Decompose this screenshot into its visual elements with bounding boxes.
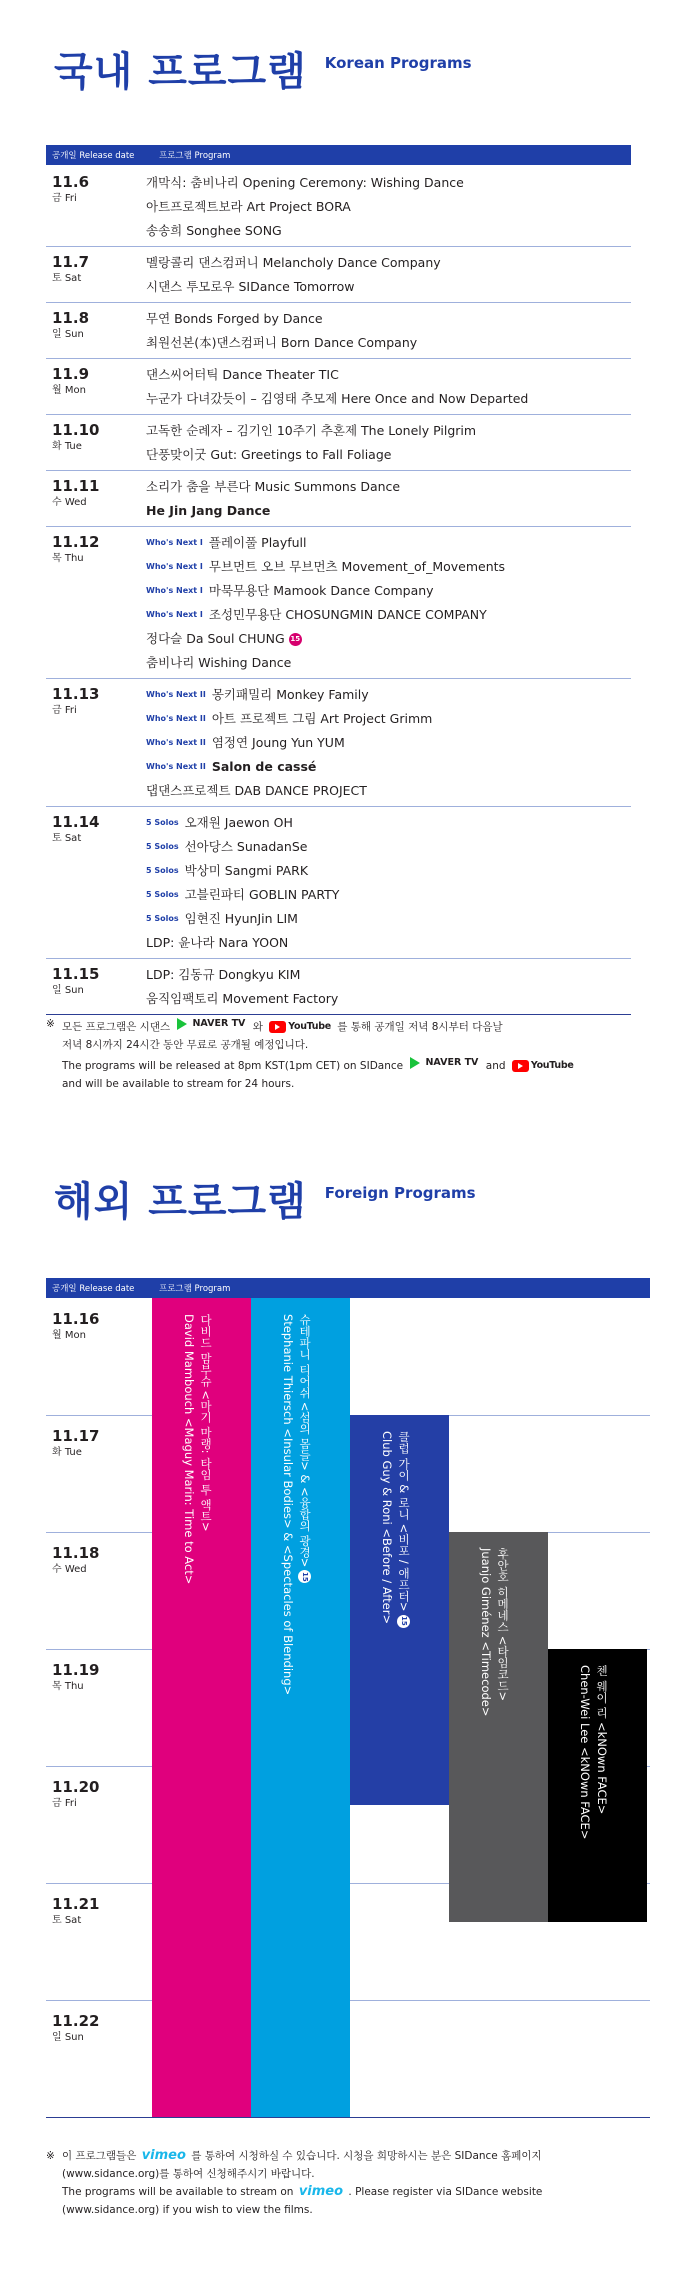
program-list xyxy=(146,363,631,411)
program-item xyxy=(146,499,631,523)
date-cell xyxy=(52,1544,99,1577)
program-title: LDP: 윤나라 Nara YOON xyxy=(146,935,289,950)
program-title: 무연 Bonds Forged by Dance xyxy=(146,311,323,326)
series-tag: Who's Next II xyxy=(146,762,206,771)
program-item xyxy=(146,707,631,731)
weekday: 화 Tue xyxy=(52,441,82,452)
series-tag: 5 Solos xyxy=(146,818,179,827)
program-title: 최원선본(本)댄스컴퍼니 Born Dance Company xyxy=(146,335,418,350)
program-list xyxy=(146,683,631,803)
program-bar xyxy=(350,1415,449,1805)
program-title: 멜랑콜리 댄스컴퍼니 Melancholy Dance Company xyxy=(146,255,441,270)
release-date: 11.18 xyxy=(52,1544,100,1562)
date-cell xyxy=(46,683,146,803)
weekday: 금 Fri xyxy=(52,1798,77,1809)
program-label xyxy=(477,1548,511,1717)
program-item xyxy=(146,835,631,859)
program-list xyxy=(146,475,631,523)
date-cell xyxy=(52,1310,99,1343)
program-item xyxy=(146,731,631,755)
series-tag: Who's Next I xyxy=(146,586,203,595)
program-item xyxy=(146,195,631,219)
date-cell xyxy=(46,171,146,243)
program-bar xyxy=(449,1532,548,1922)
program-title-en: Chen-Wei Lee <kNOwn FACE> xyxy=(578,1665,592,1840)
date-cell xyxy=(52,1895,99,1928)
program-title: 몽키패밀리 Monkey Family xyxy=(211,687,369,702)
program-item xyxy=(146,779,631,803)
program-title: 조성민무용단 CHOSUNGMIN DANCE COMPANY xyxy=(208,607,487,622)
release-date: 11.20 xyxy=(52,1778,100,1796)
program-item xyxy=(146,531,631,555)
program-title: 누군가 다녀갔듯이 – 김영태 추모제 Here Once and Now Departed xyxy=(146,391,529,406)
program-label xyxy=(378,1431,412,1628)
program-title: 박상미 Sangmi PARK xyxy=(184,863,309,878)
note-line2: (www.sidance.org)를 통하여 신청해주시기 바랍니다. xyxy=(62,2168,315,2180)
korean-table-header xyxy=(46,145,631,165)
release-date: 11.21 xyxy=(52,1895,100,1913)
program-title: 염정연 Joung Yun YUM xyxy=(211,735,345,750)
note-line3b: and xyxy=(485,1060,506,1072)
program-label xyxy=(279,1314,313,1695)
series-tag: 5 Solos xyxy=(146,866,179,875)
program-item xyxy=(146,603,631,627)
weekday: 월 Mon xyxy=(52,1330,86,1341)
date-cell xyxy=(52,1427,99,1460)
foreign-title: 해외 프로그램 xyxy=(54,1179,307,1225)
naver-tv-logo-2: NAVER TV xyxy=(410,1054,478,1072)
naver-tv-logo: NAVER TV xyxy=(177,1015,245,1033)
program-list xyxy=(146,419,631,467)
program-item xyxy=(146,883,631,907)
program-title: 단풍맞이굿 Gut: Greetings to Fall Foliage xyxy=(146,447,392,462)
age-rating-badge: 15 xyxy=(397,1615,410,1628)
program-title-ko: 첸 웨이 리 <kNOwn FACE> xyxy=(595,1665,609,1815)
schedule-row xyxy=(46,167,631,246)
program-title: 선아당스 SunadanSe xyxy=(184,839,308,854)
date-cell xyxy=(46,307,146,355)
program-bar xyxy=(548,1649,647,1922)
program-title: He Jin Jang Dance xyxy=(146,503,271,518)
date-cell xyxy=(46,419,146,467)
header-release-date: 공개일 Release date xyxy=(52,151,135,161)
schedule-row xyxy=(46,806,631,958)
program-title-ko: 다비드 맘부슈 <마기 마랭: 타임 투 액트> xyxy=(199,1314,213,1532)
release-date: 11.11 xyxy=(52,477,100,495)
release-date: 11.7 xyxy=(52,253,90,271)
program-label xyxy=(180,1314,214,1584)
series-tag: 5 Solos xyxy=(146,914,179,923)
note-line1c: 를 통해 공개일 저녁 8시부터 다음날 xyxy=(337,1021,503,1033)
release-date: 11.22 xyxy=(52,2012,100,2030)
series-tag: 5 Solos xyxy=(146,842,179,851)
program-item xyxy=(146,331,631,355)
date-cell xyxy=(52,2012,99,2045)
program-item xyxy=(146,755,631,779)
korean-schedule-table xyxy=(46,167,631,1015)
program-item xyxy=(146,579,631,603)
weekday: 목 Thu xyxy=(52,553,84,564)
program-title: 움직임팩토리 Movement Factory xyxy=(146,991,339,1006)
release-date: 11.6 xyxy=(52,173,90,191)
note-line1a: 모든 프로그램은 시댄스 xyxy=(62,1021,171,1033)
program-title: Salon de cassé xyxy=(211,759,317,774)
date-cell xyxy=(46,251,146,299)
program-title-ko: 슈테파니 티어쉬 <섬의 몸들> & <융합의 광경> xyxy=(298,1314,312,1568)
note-mark: ※ xyxy=(46,1018,55,1030)
series-tag: 5 Solos xyxy=(146,890,179,899)
program-list xyxy=(146,531,631,675)
schedule-row xyxy=(46,358,631,414)
program-title: 송송희 Songhee SONG xyxy=(146,223,282,238)
program-title-ko: 클럽 가이 & 로니 <비포 / 애프터> xyxy=(397,1431,411,1612)
korean-section-header xyxy=(54,49,472,95)
weekday: 토 Sat xyxy=(52,273,82,284)
note-line2: 저녁 8시까지 24시간 동안 무료로 공개될 예정입니다. xyxy=(62,1039,309,1051)
program-item xyxy=(146,419,631,443)
program-title: 개막식: 춤비나리 Opening Ceremony: Wishing Dance xyxy=(146,175,464,190)
program-item xyxy=(146,171,631,195)
weekday: 목 Thu xyxy=(52,1681,84,1692)
note-line1a: 이 프로그램들은 xyxy=(62,2150,137,2162)
program-title: 오재원 Jaewon OH xyxy=(184,815,293,830)
program-list xyxy=(146,307,631,355)
program-list xyxy=(146,811,631,955)
program-item xyxy=(146,987,631,1011)
weekday: 화 Tue xyxy=(52,1447,82,1458)
program-title-en: David Mambouch <Maguy Marin: Time to Act> xyxy=(182,1314,196,1585)
vimeo-logo: vimeo xyxy=(141,2148,186,2163)
note-line1b: 를 통하여 시청하실 수 있습니다. 시청을 희망하시는 분은 SIDance 홈페이지 xyxy=(191,2150,542,2162)
release-date: 11.9 xyxy=(52,365,90,383)
weekday: 월 Mon xyxy=(52,385,86,396)
program-item xyxy=(146,363,631,387)
program-title: 아트 프로젝트 그림 Art Project Grimm xyxy=(211,711,433,726)
age-rating-badge: 15 xyxy=(298,1570,311,1583)
program-list xyxy=(146,171,631,243)
korean-title-en: Korean Programs xyxy=(324,54,472,72)
weekday: 수 Wed xyxy=(52,1564,87,1575)
program-list xyxy=(146,963,631,1011)
youtube-play-icon xyxy=(269,1021,286,1033)
weekday: 토 Sat xyxy=(52,833,82,844)
program-title: 무브먼트 오브 무브먼츠 Movement_of_Movements xyxy=(208,559,506,574)
naver-play-icon xyxy=(410,1057,420,1069)
program-item xyxy=(146,907,631,931)
program-item xyxy=(146,963,631,987)
series-tag: Who's Next II xyxy=(146,714,206,723)
schedule-row xyxy=(46,414,631,470)
weekday: 일 Sun xyxy=(52,985,84,996)
series-tag: Who's Next I xyxy=(146,610,203,619)
schedule-row xyxy=(46,526,631,678)
weekday: 토 Sat xyxy=(52,1915,82,1926)
release-date: 11.8 xyxy=(52,309,90,327)
program-title: 소리가 춤을 부른다 Music Summons Dance xyxy=(146,479,401,494)
program-bar xyxy=(251,1298,350,2117)
program-item xyxy=(146,555,631,579)
program-list xyxy=(146,251,631,299)
program-title-ko: 후안호 히메네스 <타임코드> xyxy=(496,1548,510,1702)
series-tag: Who's Next II xyxy=(146,738,206,747)
schedule-row xyxy=(46,958,631,1014)
release-date: 11.19 xyxy=(52,1661,100,1679)
program-item xyxy=(146,475,631,499)
release-date: 11.10 xyxy=(52,421,100,439)
program-title: 춤비나리 Wishing Dance xyxy=(146,655,292,670)
program-title: 마묵무용단 Mamook Dance Company xyxy=(208,583,434,598)
program-title: 임현진 HyunJin LIM xyxy=(184,911,298,926)
program-title: 정다슬 Da Soul CHUNG xyxy=(146,631,285,646)
program-title: 댄스씨어터틱 Dance Theater TIC xyxy=(146,367,339,382)
program-item xyxy=(146,251,631,275)
program-title-en: Juanjo Giménez <Timecode> xyxy=(479,1548,493,1717)
program-title: 시댄스 투모로우 SIDance Tomorrow xyxy=(146,279,355,294)
release-date: 11.14 xyxy=(52,813,100,831)
release-date: 11.17 xyxy=(52,1427,100,1445)
naver-play-icon xyxy=(177,1018,187,1030)
weekday: 금 Fri xyxy=(52,193,77,204)
korean-title: 국내 프로그램 xyxy=(54,49,307,95)
program-item xyxy=(146,219,631,243)
header-release-date: 공개일 Release date xyxy=(52,1284,135,1294)
age-rating-badge: 15 xyxy=(289,633,302,646)
date-cell xyxy=(46,963,146,1011)
program-item xyxy=(146,651,631,675)
release-date: 11.13 xyxy=(52,685,100,703)
schedule-row xyxy=(46,470,631,526)
release-date: 11.12 xyxy=(52,533,100,551)
weekday: 수 Wed xyxy=(52,497,87,508)
weekday: 금 Fri xyxy=(52,705,77,716)
youtube-logo-2: YouTube xyxy=(512,1057,574,1075)
program-item xyxy=(146,683,631,707)
program-bar xyxy=(152,1298,251,2117)
note-line3a: The programs will be available to stream on xyxy=(62,2186,294,2198)
release-date: 11.16 xyxy=(52,1310,100,1328)
note-line4: and will be available to stream for 24 hours. xyxy=(62,1078,295,1090)
program-item xyxy=(146,859,631,883)
release-date: 11.15 xyxy=(52,965,100,983)
program-title: 고독한 순례자 – 김기인 10주기 추혼제 The Lonely Pilgrim xyxy=(146,423,477,438)
program-title: LDP: 김동규 Dongkyu KIM xyxy=(146,967,301,982)
program-item xyxy=(146,811,631,835)
youtube-logo: YouTube xyxy=(269,1018,331,1036)
series-tag: Who's Next I xyxy=(146,538,203,547)
program-title: 고블린파티 GOBLIN PARTY xyxy=(184,887,340,902)
note-line1b: 와 xyxy=(252,1021,263,1033)
foreign-section-header xyxy=(54,1179,476,1225)
date-cell xyxy=(46,531,146,675)
date-cell xyxy=(46,475,146,523)
header-program: 프로그램 Program xyxy=(159,1284,231,1294)
program-item xyxy=(146,275,631,299)
schedule-row xyxy=(46,678,631,806)
note-line3a: The programs will be released at 8pm KST(1pm CET) on SIDance xyxy=(62,1060,404,1072)
date-cell xyxy=(52,1778,99,1811)
program-title-en: Club Guy & Roni <Before / After> xyxy=(380,1431,394,1625)
weekday: 일 Sun xyxy=(52,329,84,340)
program-title: 플레이풀 Playfull xyxy=(208,535,307,550)
youtube-play-icon xyxy=(512,1060,529,1072)
program-item xyxy=(146,627,631,651)
program-item xyxy=(146,931,631,955)
program-title: 댑댄스프로젝트 DAB DANCE PROJECT xyxy=(146,783,367,798)
foreign-note xyxy=(46,2147,656,2219)
program-item xyxy=(146,387,631,411)
note-line4: (www.sidance.org) if you wish to view the films. xyxy=(62,2204,313,2216)
series-tag: Who's Next II xyxy=(146,690,206,699)
program-item xyxy=(146,443,631,467)
schedule-row xyxy=(46,246,631,302)
program-title-en: Stephanie Thiersch <Insular Bodies> & <Spectacles of Blending> xyxy=(281,1314,295,1696)
date-cell xyxy=(46,363,146,411)
date-cell xyxy=(52,1661,99,1694)
grid-bottom-line xyxy=(46,2117,650,2118)
foreign-table-header xyxy=(46,1278,650,1298)
note-mark: ※ xyxy=(46,2150,55,2162)
program-label xyxy=(576,1665,610,1839)
date-cell xyxy=(46,811,146,955)
header-program: 프로그램 Program xyxy=(159,151,231,161)
foreign-title-en: Foreign Programs xyxy=(324,1184,476,1202)
schedule-row xyxy=(46,302,631,358)
korean-note xyxy=(46,1015,656,1093)
weekday: 일 Sun xyxy=(52,2032,84,2043)
program-title: 아트프로젝트보라 Art Project BORA xyxy=(146,199,351,214)
series-tag: Who's Next I xyxy=(146,562,203,571)
vimeo-logo-2: vimeo xyxy=(298,2184,344,2199)
program-item xyxy=(146,307,631,331)
note-line3b: . Please register via SIDance website xyxy=(348,2186,543,2198)
